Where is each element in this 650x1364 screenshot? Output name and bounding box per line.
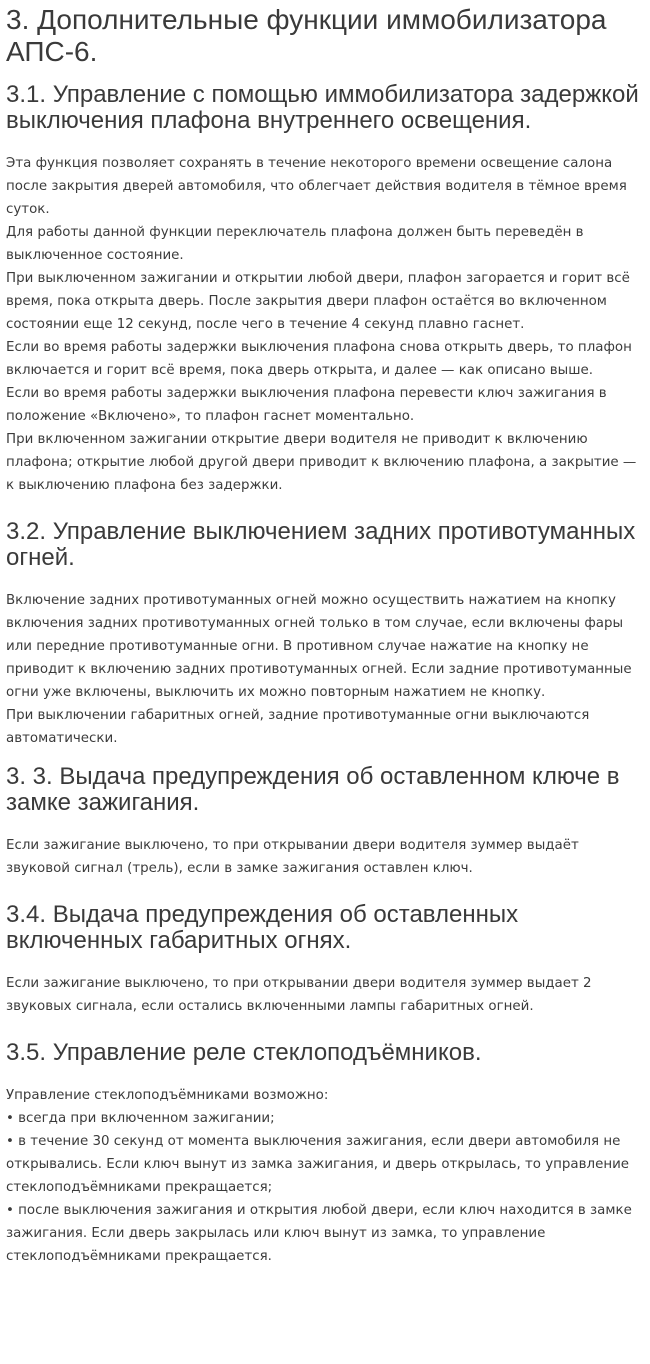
paragraph: Если во время работы задержки выключения плафона перевести ключ зажигания в положение «Включено», то плафон гаснет моментально.: [6, 386, 607, 424]
paragraph: При выключении габаритных огней, задние противотуманные огни выключаются автоматически.: [6, 708, 590, 746]
section-heading: 3.1. Управление с помощью иммобилизатора задержкой выключения плафона внутреннего освещения.: [6, 81, 639, 134]
paragraph: Эта функция позволяет сохранять в течение некоторого времени освещение салона после закрытия дверей автомобиля, что облегчает действия водителя в тёмное время суток.: [6, 156, 627, 217]
section-body: [6, 834, 644, 880]
section-body: [6, 589, 644, 750]
section-3-5: [6, 1040, 644, 1268]
section-heading: 3.2. Управление выключением задних противотуманных огней.: [6, 518, 636, 571]
paragraph: Для работы данной функции переключатель плафона должен быть переведён в выключенное состояние.: [6, 225, 584, 263]
paragraph: Управление стеклоподъёмниками возможно:: [6, 1088, 329, 1103]
section-3-1: [6, 82, 644, 497]
section-heading: 3. 3. Выдача предупреждения об оставленном ключе в замке зажигания.: [6, 763, 620, 816]
section-heading: 3.4. Выдача предупреждения об оставленных включенных габаритных огнях.: [6, 901, 519, 954]
paragraph: Если зажигание выключено, то при открывании двери водителя зуммер выдаёт звуковой сигнал (трель), если в замке зажигания оставлен ключ.: [6, 838, 579, 876]
section-3-4: [6, 902, 644, 1018]
section-3-3: [6, 764, 644, 880]
list-item: • в течение 30 секунд от момента выключения зажигания, если двери автомобиля не открывались. Если ключ вынут из замка зажигания, и дверь открылась, то управление стеклоподъёмниками прекращается;: [6, 1134, 630, 1195]
list-item: • всегда при включенном зажигании;: [6, 1111, 275, 1126]
paragraph: Если во время работы задержки выключения плафона снова открыть дверь, то плафон включается и горит всё время, пока дверь открыта, и далее — как описано выше.: [6, 340, 632, 378]
paragraph: При включенном зажигании открытие двери водителя не приводит к включению плафона; открытие любой другой двери приводит к включению плафона, а закрытие — к выключению плафона без задержки.: [6, 432, 637, 493]
section-body: [6, 972, 644, 1018]
page-title: 3. Дополнительные функции иммобилизатора АПС-6.: [6, 4, 607, 67]
paragraph: Включение задних противотуманных огней можно осуществить нажатием на кнопку включения задних противотуманных огней только в том случае, если включены фары или передние противотуманные огни. В противном случае нажатие на кнопку не приводит к включению задних противотуманных огней. Если задние противотуманные огни уже включены, выключить их можно повторным нажатием не кнопку.: [6, 593, 632, 700]
list-item: • после выключения зажигания и открытия любой двери, если ключ находится в замке зажигания. Если дверь закрылась или ключ вынут из замка, то управление стеклоподъёмниками прекращается.: [6, 1203, 632, 1264]
paragraph: Если зажигание выключено, то при открывании двери водителя зуммер выдает 2 звуковых сигнала, если остались включенными лампы габаритных огней.: [6, 976, 592, 1014]
section-3-2: [6, 519, 644, 750]
section-body: [6, 152, 644, 497]
section-heading: 3.5. Управление реле стеклоподъёмников.: [6, 1039, 482, 1066]
paragraph: При выключенном зажигании и открытии любой двери, плафон загорается и горит всё время, пока открыта дверь. После закрытия двери плафон остаётся во включенном состоянии еще 12 секунд, после чего в течение 4 секунд плавно гаснет.: [6, 271, 630, 332]
section-body: [6, 1084, 644, 1268]
